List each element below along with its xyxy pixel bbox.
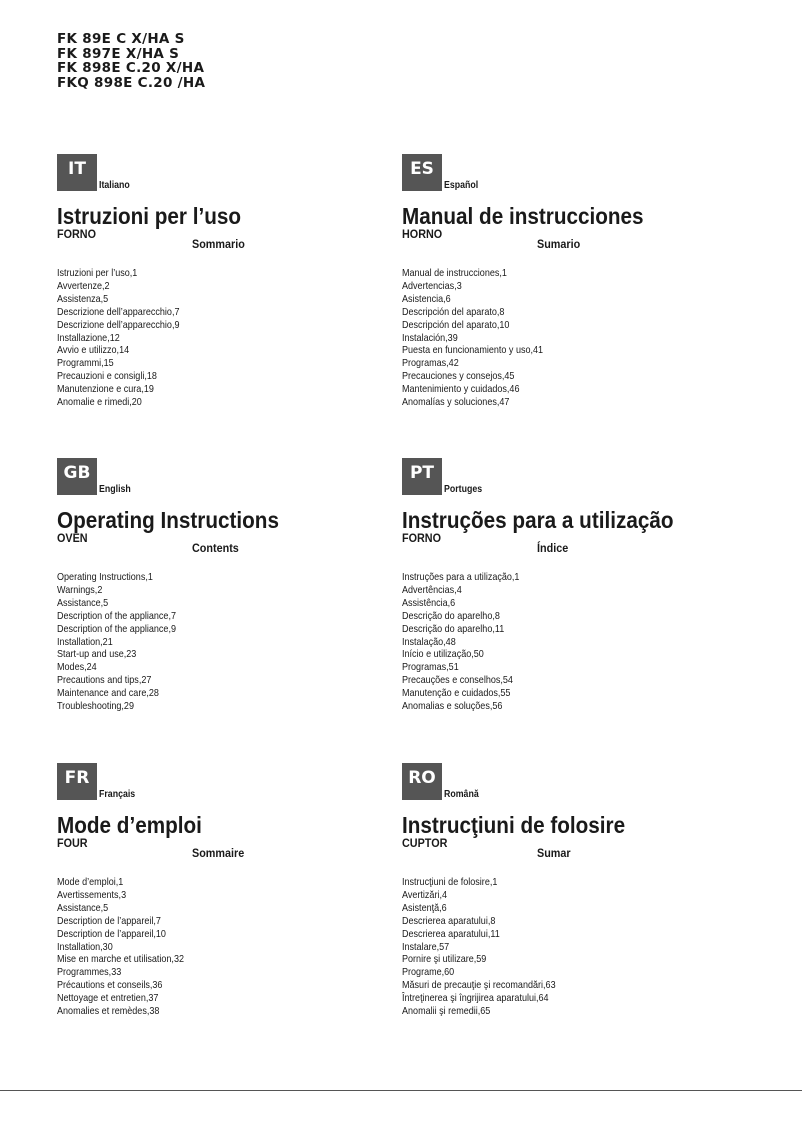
toc-item: Programe,60	[402, 966, 455, 979]
toc-item: Descripción del aparato,10	[402, 318, 510, 331]
section-subtitle: OVEN	[57, 531, 88, 545]
footer-rule	[0, 1090, 802, 1091]
language-code-badge: RO	[402, 763, 442, 800]
language-header	[402, 458, 702, 495]
language-name: Portuges	[444, 484, 483, 495]
section-title: Instruções para a utilização	[402, 507, 674, 533]
model-list	[57, 32, 205, 90]
toc-item: Mantenimiento y cuidados,46	[402, 383, 520, 396]
language-code-badge: PT	[402, 458, 442, 495]
language-header	[57, 154, 357, 191]
contents-heading: Sumar	[537, 846, 571, 860]
section-english	[57, 458, 357, 713]
toc-item: Întreţinerea şi îngrijirea aparatului,64	[402, 992, 549, 1005]
toc-item: Descripción del aparato,8	[402, 305, 505, 318]
toc-item: Description de l’appareil,10	[57, 927, 166, 940]
table-of-contents	[402, 267, 702, 409]
toc-item: Description of the appliance,9	[57, 622, 176, 635]
toc-item: Anomalii şi remedii,65	[402, 1005, 491, 1018]
table-of-contents	[402, 571, 702, 713]
model-name: FK 897E X/HA S	[57, 45, 180, 62]
toc-item: Descrierea aparatului,11	[402, 927, 500, 940]
toc-item: Manutenção e cuidados,55	[402, 687, 511, 700]
toc-item: Descrizione dell’apparecchio,7	[57, 305, 180, 318]
model-name: FK 898E C.20 X/HA	[57, 60, 205, 77]
model-name: FK 89E C X/HA S	[57, 31, 185, 47]
toc-item: Asistenţă,6	[402, 901, 447, 914]
toc-item: Avvertenze,2	[57, 279, 110, 292]
toc-item: Descrierea aparatului,8	[402, 914, 496, 927]
table-of-contents	[57, 571, 357, 713]
section-espanol	[402, 154, 702, 409]
language-header	[57, 458, 357, 495]
language-name: English	[99, 484, 131, 495]
toc-item: Anomalies et remèdes,38	[57, 1005, 160, 1018]
toc-item: Avertissements,3	[57, 888, 127, 901]
toc-item: Mise en marche et utilisation,32	[57, 953, 184, 966]
toc-item: Advertencias,3	[402, 279, 462, 292]
section-title: Manual de instrucciones	[402, 203, 644, 229]
toc-item: Description of the appliance,7	[57, 609, 176, 622]
toc-item: Precautions and tips,27	[57, 674, 152, 687]
toc-item: Asistencia,6	[402, 292, 451, 305]
contents-heading: Sumario	[537, 237, 581, 251]
toc-item: Anomalias e soluções,56	[402, 700, 503, 713]
section-italiano	[57, 154, 357, 409]
toc-item: Măsuri de precauţie şi recomandări,63	[402, 979, 556, 992]
toc-item: Precauzioni e consigli,18	[57, 370, 157, 383]
toc-item: Installation,30	[57, 940, 113, 953]
section-subtitle: FORNO	[57, 227, 97, 241]
toc-item: Avertizări,4	[402, 888, 448, 901]
toc-item: Installazione,12	[57, 331, 120, 344]
language-name: Español	[444, 180, 479, 191]
toc-item: Advertências,4	[402, 583, 462, 596]
toc-item: Instalación,39	[402, 331, 458, 344]
contents-heading: Contents	[192, 541, 239, 555]
toc-item: Descrição do aparelho,11	[402, 622, 505, 635]
toc-item: Nettoyage et entretien,37	[57, 992, 159, 1005]
toc-item: Instruções para a utilização,1	[402, 571, 520, 583]
section-subtitle: FOUR	[57, 836, 88, 850]
toc-item: Instalare,57	[402, 940, 450, 953]
section-title: Mode d’emploi	[57, 812, 202, 838]
contents-heading: Índice	[537, 541, 569, 555]
toc-item: Assistance,5	[57, 901, 109, 914]
language-code-badge: ES	[402, 154, 442, 191]
toc-item: Start-up and use,23	[57, 648, 137, 661]
toc-item: Instrucţiuni de folosire,1	[402, 876, 498, 888]
toc-item: Istruzioni per l’uso,1	[57, 267, 138, 279]
section-francais	[57, 763, 357, 1018]
toc-item: Manutenzione e cura,19	[57, 383, 154, 396]
toc-item: Descrizione dell’apparecchio,9	[57, 318, 180, 331]
toc-item: Warnings,2	[57, 583, 103, 596]
language-header	[402, 763, 702, 800]
table-of-contents	[57, 267, 357, 409]
toc-item: Précautions et conseils,36	[57, 979, 163, 992]
toc-item: Anomalías y soluciones,47	[402, 396, 510, 409]
table-of-contents	[57, 876, 357, 1018]
section-title: Operating Instructions	[57, 507, 279, 533]
toc-item: Assistance,5	[57, 596, 109, 609]
language-header	[402, 154, 702, 191]
toc-item: Operating Instructions,1	[57, 571, 153, 583]
language-name: Italiano	[99, 180, 130, 191]
section-title: Istruzioni per l’uso	[57, 203, 242, 229]
toc-item: Programmes,33	[57, 966, 122, 979]
toc-item: Precauciones y consejos,45	[402, 370, 515, 383]
toc-item: Pornire şi utilizare,59	[402, 953, 487, 966]
contents-heading: Sommaire	[192, 846, 245, 860]
toc-item: Installation,21	[57, 635, 113, 648]
toc-item: Programmi,15	[57, 357, 114, 370]
toc-item: Puesta en funcionamiento y uso,41	[402, 344, 544, 357]
model-name: FKQ 898E C.20 /HA	[57, 74, 206, 91]
toc-item: Troubleshooting,29	[57, 700, 134, 713]
toc-item: Assistência,6	[402, 596, 456, 609]
section-subtitle: FORNO	[402, 531, 442, 545]
toc-item: Modes,24	[57, 661, 97, 674]
toc-item: Anomalie e rimedi,20	[57, 396, 142, 409]
toc-item: Programas,42	[402, 357, 459, 370]
section-portuges	[402, 458, 702, 713]
toc-item: Mode d’emploi,1	[57, 876, 124, 888]
toc-item: Descrição do aparelho,8	[402, 609, 500, 622]
language-code-badge: IT	[57, 154, 97, 191]
toc-item: Avvio e utilizzo,14	[57, 344, 130, 357]
contents-heading: Sommario	[192, 237, 245, 251]
language-name: Română	[444, 789, 479, 800]
toc-item: Manual de instrucciones,1	[402, 267, 507, 279]
toc-item: Assistenza,5	[57, 292, 109, 305]
toc-item: Maintenance and care,28	[57, 687, 159, 700]
section-title: Instrucţiuni de folosire	[402, 812, 626, 838]
toc-item: Precauções e conselhos,54	[402, 674, 513, 687]
language-code-badge: FR	[57, 763, 97, 800]
toc-item: Programas,51	[402, 661, 459, 674]
toc-item: Início e utilização,50	[402, 648, 484, 661]
table-of-contents	[402, 876, 702, 1018]
toc-item: Instalação,48	[402, 635, 456, 648]
language-code-badge: GB	[57, 458, 97, 495]
section-subtitle: CUPTOR	[402, 836, 448, 850]
section-subtitle: HORNO	[402, 227, 443, 241]
language-name: Français	[99, 789, 136, 800]
toc-item: Description de l’appareil,7	[57, 914, 161, 927]
language-header	[57, 763, 357, 800]
section-romana	[402, 763, 702, 1018]
